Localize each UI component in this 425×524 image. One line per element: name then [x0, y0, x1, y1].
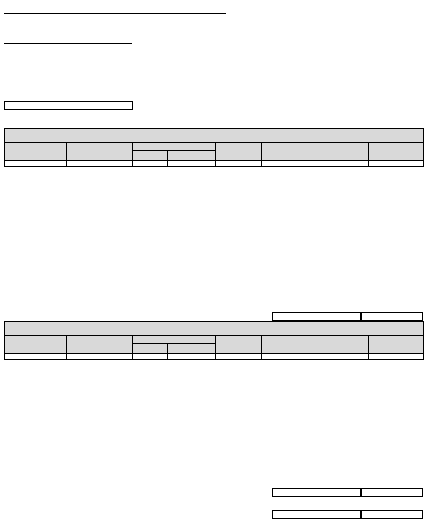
grand-total-label	[272, 510, 361, 519]
col-currency-header	[67, 336, 133, 354]
col-rate-header	[262, 336, 369, 354]
col-number	[262, 161, 369, 167]
col-number	[67, 161, 133, 167]
cheque-total-label	[272, 488, 361, 497]
col-number	[5, 161, 67, 167]
col-number	[5, 354, 67, 360]
cash-total-value[interactable]	[361, 312, 423, 321]
cash-total-label	[272, 312, 361, 321]
sifra-field[interactable]	[4, 101, 133, 110]
col-resident-header	[133, 344, 168, 354]
col-currency-header	[67, 143, 133, 161]
col-serial-header	[5, 143, 67, 161]
col-number	[168, 354, 216, 360]
col-total-header	[216, 143, 262, 161]
exchanger-line	[4, 6, 226, 14]
col-number	[67, 354, 133, 360]
col-number	[133, 161, 168, 167]
col-number	[369, 354, 424, 360]
grand-total-value[interactable]	[361, 510, 423, 519]
col-serial-header	[5, 336, 67, 354]
col-number	[369, 161, 424, 167]
col-number	[133, 354, 168, 360]
col-resident-header	[133, 151, 168, 161]
cash-section-title	[5, 129, 424, 143]
col-number	[262, 354, 369, 360]
col-rate-header	[262, 143, 369, 161]
cheque-section-title	[5, 322, 424, 336]
col-value-header	[369, 143, 424, 161]
col-value-header	[369, 336, 424, 354]
col-nonresident-header	[168, 151, 216, 161]
col-amount-header	[133, 143, 216, 151]
col-total-header	[216, 336, 262, 354]
bank-line	[4, 36, 132, 44]
col-number	[216, 354, 262, 360]
col-number	[216, 161, 262, 167]
cheque-table	[4, 321, 424, 360]
col-number	[168, 161, 216, 167]
cheque-total-value[interactable]	[361, 488, 423, 497]
col-nonresident-header	[168, 344, 216, 354]
col-amount-header	[133, 336, 216, 344]
cash-table	[4, 128, 424, 167]
